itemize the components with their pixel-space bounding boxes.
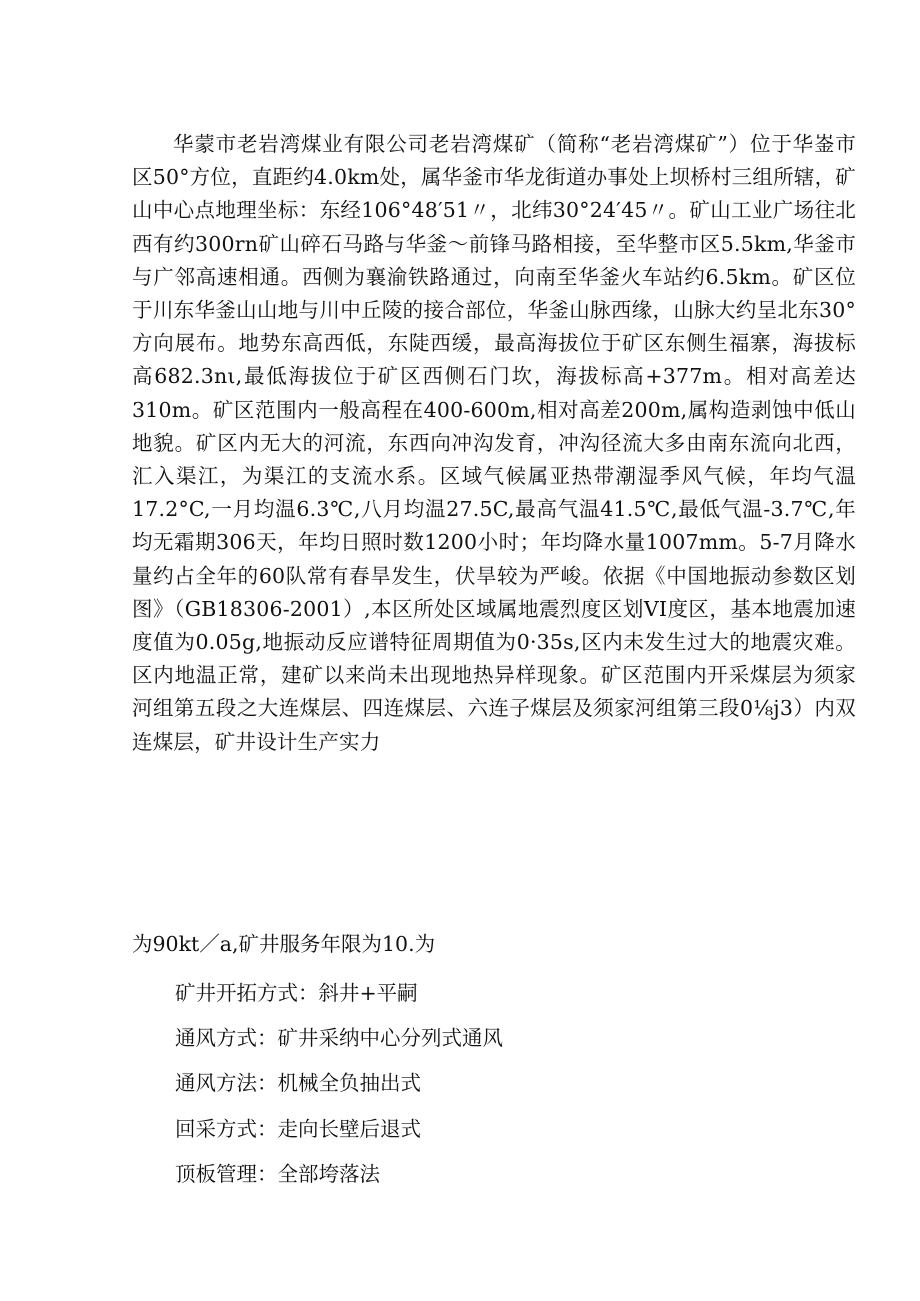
ventilation-method-item: 通风方法：机械全负抽出式 — [175, 1071, 421, 1095]
main-paragraph: 华蒙市老岩湾煤业有限公司老岩湾煤矿（简称“老岩湾煤矿”）位于华崟市区50°方位，直距约4.0km处，属华釜市华龙街道办事处上坝桥村三组所辖，矿山中心点地理坐标：东经106°48′51〃，北纬30°24′45〃。矿山工业广场往北西有约300rn矿山碎石马路与华釜～前锋马路相接，至华整市区5.5km,华釜市与广邻高速相通。西侧为襄渝铁路通过，向南至华釜火车站约6.5km。矿区位于川东华釜山山地与川中丘陵的接合部位，华釜山脉西缘，山脉大约呈北东30°方向展布。地势东高西低，东陡西缓，最高海拔位于矿区东侧生福寨，海拔标高682.3nι,最低海拔位于矿区西侧石门坎，海拔标高+377m。相对高差达310m。矿区范围内一般高程在400-600m,相对高差200m,属构造剥蚀中低山地貌。矿区内无大的河流，东西向冲沟发育，冲沟径流大多由南东流向北西，汇入渠江，为渠江的支流水系。区域气候属亚热带潮湿季风气候，年均气温17.2°C,一月均温6.3℃,八月均温27.5C,最高气温41.5℃,最低气温-3.7℃,年均无霜期306天，年均日照时数1200小时；年均降水量1007mm。5-7月降水量约占全年的60队常有春旱发生，伏旱较为严峻。依据《中国地振动参数区划图》（GB18306-2001）,本区所处区域属地震烈度区划VI度区，基本地震加速度值为0.05g,地振动反应谱特征周期值为0·35s,区内未发生过大的地震灾难。区内地温正常，建矿以来尚未出现地热异样现象。矿区范围内开采煤层为须家河组第五段之大连煤层、四连煤层、六连子煤层及须家河组第三段0⅛j3）内双连煤层，矿井设计生产实力 — [132, 132, 856, 754]
extraction-method-item: 回采方式：走向长壁后退式 — [175, 1117, 421, 1141]
mining-method-item: 矿井开拓方式：斜井+平嗣 — [175, 981, 418, 1005]
continuation-line: 为90kt／a,矿井服务年限为10.为 — [132, 932, 436, 956]
roof-management-item: 顶板管理：全部垮落法 — [175, 1162, 380, 1186]
ventilation-mode-item: 通风方式：矿井采纳中心分列式通风 — [175, 1026, 503, 1050]
